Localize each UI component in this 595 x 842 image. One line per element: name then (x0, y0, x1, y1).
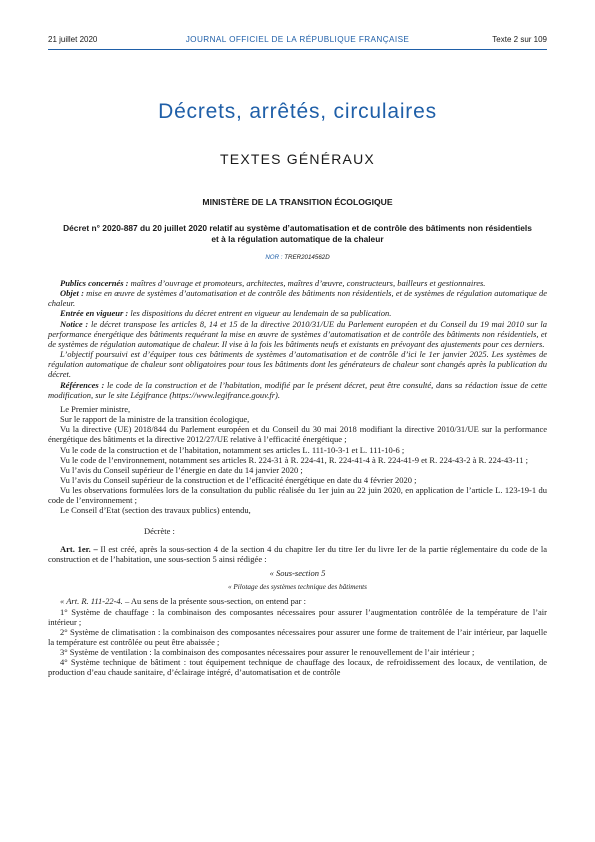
article-1-label: Art. 1er. – (60, 543, 98, 554)
nor-reference (0, 254, 595, 261)
definition-item: 4° Système technique de bâtiment : tout équipement technique de chauffage des locaux, de refroidissement des locaux, de ventilation, de production d’eau chaude sanitaire, d’éclairage intégré, d’automatisation et de contrôle (48, 657, 547, 678)
journal-title: JOURNAL OFFICIEL DE LA RÉPUBLIQUE FRANÇAISE (185, 35, 410, 44)
pilotage-title: « Pilotage des systèmes technique des bâtiments (228, 583, 367, 592)
visa-line: Vu le code de la construction et de l’habitation, notamment ses articles L. 111-10-3-1 et L. 111-10-6 ; (60, 444, 405, 455)
art-r-text: – Au sens de la présente sous-section, on entend par : (122, 596, 306, 607)
objet-text: mise en œuvre de systèmes d’automatisation et de contrôle des bâtiments non résidentiels, et de systèmes de régulation automatique de chaleur. (48, 288, 547, 309)
visa-line: Vu l’avis du Conseil supérieur de la construction et de l’efficacité énergétique en date du 4 février 2020 ; (60, 474, 417, 485)
decree-title: Décret n° 2020-887 du 20 juillet 2020 relatif au système d’automatisation et de contrôle des bâtiments non résidentiels et à la régulation automatique de la chaleur (63, 223, 532, 244)
page-header (48, 35, 547, 47)
article-1-text: Il est créé, après la sous-section 4 de la section 4 du chapitre Ier du titre Ier du livre Ier de la partie réglementaire du code de la construction et de l’habitation, une sous-section 5 ainsi rédigée : (48, 543, 547, 564)
sous-section-title: « Sous-section 5 (269, 568, 326, 579)
definition-item: 3° Système de ventilation : la combinaison des composantes nécessaires pour assurer le renouvellement de l’air intérieur ; (60, 647, 475, 658)
visa-line: Le Premier ministre, (60, 403, 131, 414)
art-r-111-22-4 (48, 596, 547, 606)
entree-text: les dispositions du décret entrent en vigueur au lendemain de sa publication. (128, 308, 392, 319)
definition-item: 1° Système de chauffage : la combinaison des composantes nécessaires pour assurer l’augmentation contrôlée de la température de l’air intérieur ; (48, 606, 547, 627)
art-r-label: « Art. R. 111-22-4. (60, 596, 123, 607)
references-text: le code de la construction et de l’habitation, modifié par le présent décret, peut être consulté, dans sa rédaction issue de cette modification, sur le site Légifrance (https://www.legifrance.gouv.fr). (48, 379, 547, 400)
nor-label: NOR : (265, 254, 283, 261)
visa-line: Vu le code de l’environnement, notamment ses articles R. 224-31 à R. 224-41, R. 224-41-4 à R. 224-41-9 et R. 224-43-2 à R. 224-43-11 ; (60, 454, 528, 465)
visa-line: Le Conseil d’Etat (section des travaux publics) entendu, (60, 505, 251, 516)
objectif-text: L’objectif poursuivi est d’équiper tous ces bâtiments de systèmes d’automatisation et de contrôle d’ici le 1er janvier 2025. Les systèmes de régulation automatique de chaleur sont obligatoires pour tous les bâtiments dont les générateurs de chaleur sont changés après la publication du décret. (48, 349, 547, 380)
notice-block (48, 278, 547, 400)
article-1 (48, 544, 547, 564)
visa-line: Vu les observations formulées lors de la consultation du public réalisée du 1er juin au 22 juin 2020, en application de l’article L. 123-19-1 du code de l’environnement ; (48, 485, 547, 506)
notice-label: Notice : (60, 318, 89, 329)
section-title: TEXTES GÉNÉRAUX (220, 151, 375, 167)
nor-value: TRER2014562D (284, 254, 330, 261)
definition-item: 2° Système de climatisation : la combinaison des composantes nécessaires pour assurer une forme de traitement de l’air intérieur, par laquelle la température est contrôlée ou peut être abaissée ; (48, 626, 547, 647)
notice-text: le décret transpose les articles 8, 14 et 15 de la directive 2010/31/UE du Parlement européen et du Conseil du 19 mai 2010 sur la performance énergétique des bâtiments requérant la mise en œuvre de systèmes d’automatisation et de contrôle des bâtiments non résidentiels, et de systèmes de régulation automatique de chaleur. Il vise à la fois les bâtiments neufs et existants en prévoyant des ajustements pour ces derniers. (48, 318, 547, 349)
references-label: Références : (60, 379, 105, 390)
rubrique-title: Décrets, arrêtés, circulaires (158, 100, 437, 123)
visa-line: Vu l’avis du Conseil supérieur de l’énergie en date du 14 janvier 2020 ; (60, 464, 303, 475)
decrete-line: Décrète : (144, 525, 175, 536)
visas-block (48, 404, 547, 516)
visa-line: Vu la directive (UE) 2018/844 du Parlement européen et du Conseil du 30 mai 2018 modifiant la directive 2010/31/UE sur la performance énergétique des bâtiments et la directive 2012/27/UE relative à l’efficacité énergétique ; (48, 424, 547, 445)
texte-number: Texte 2 sur 109 (492, 35, 547, 44)
ministere-title: MINISTÈRE DE LA TRANSITION ÉCOLOGIQUE (202, 197, 393, 207)
header-divider (48, 49, 547, 50)
document-body (48, 278, 547, 678)
objet-label: Objet : (60, 288, 84, 299)
publics-label: Publics concernés : (60, 278, 129, 288)
header-date: 21 juillet 2020 (48, 35, 98, 44)
entree-label: Entrée en vigueur : (60, 308, 129, 319)
publics-text: maîtres d’ouvrage et promoteurs, architectes, maîtres d’œuvre, constructeurs, bailleurs et gestionnaires. (128, 278, 486, 288)
visa-line: Sur le rapport de la ministre de la transition écologique, (60, 414, 250, 425)
